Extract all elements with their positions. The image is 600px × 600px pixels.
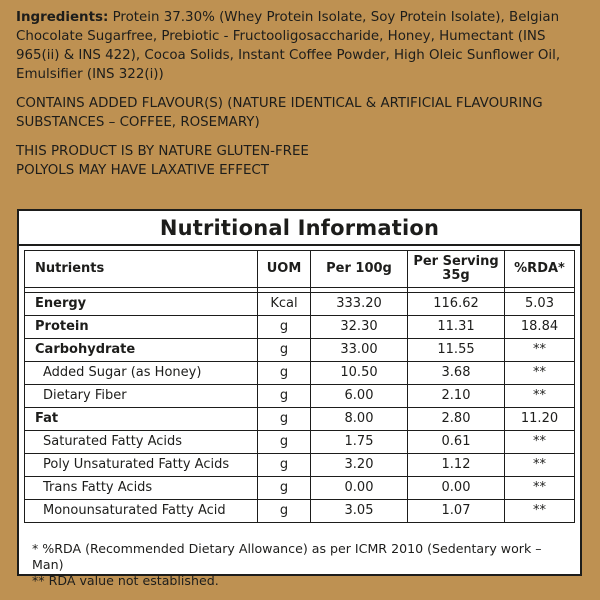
row-name: Carbohydrate	[25, 339, 258, 362]
row-rda: **	[505, 454, 575, 477]
header-per-serving-line2: 35g	[442, 268, 470, 283]
row-rda: 11.20	[505, 408, 575, 431]
row-serving: 3.68	[408, 362, 505, 385]
label-text-block	[16, 8, 586, 190]
table-row	[25, 500, 575, 523]
row-rda: **	[505, 362, 575, 385]
footnotes	[32, 541, 572, 589]
row-serving: 11.31	[408, 316, 505, 339]
row-uom: g	[258, 408, 311, 431]
row-rda: **	[505, 431, 575, 454]
row-serving: 1.12	[408, 454, 505, 477]
row-per100: 3.20	[311, 454, 408, 477]
ingredients-text: Protein 37.30% (Whey Protein Isolate, Soy Protein Isolate), Belgian Chocolate Sugarfree, Prebiotic - Fructooligosaccharide, Honey, Humectant (INS 965(ii) & INS 422), Cocoa Solids, Instant Coffee Powder, High Oleic Sunflower Oil, Emulsifier (INS 322(i))	[16, 10, 561, 82]
row-uom: g	[258, 454, 311, 477]
row-name: Trans Fatty Acids	[25, 477, 258, 500]
table-row	[25, 339, 575, 362]
table-row	[25, 362, 575, 385]
table-row	[25, 293, 575, 316]
row-serving: 0.00	[408, 477, 505, 500]
row-per100: 32.30	[311, 316, 408, 339]
row-per100: 3.05	[311, 500, 408, 523]
row-serving: 2.80	[408, 408, 505, 431]
row-name: Monounsaturated Fatty Acid	[25, 500, 258, 523]
row-name: Added Sugar (as Honey)	[25, 362, 258, 385]
ingredients-label: Ingredients:	[16, 10, 109, 25]
row-name: Saturated Fatty Acids	[25, 431, 258, 454]
nutrition-panel	[17, 209, 582, 588]
footnote-not-established: ** RDA value not established.	[32, 573, 219, 588]
header-per-serving	[408, 251, 505, 288]
row-name: Poly Unsaturated Fatty Acids	[25, 454, 258, 477]
nutrition-table	[24, 250, 575, 523]
row-rda: **	[505, 385, 575, 408]
table-header-row	[25, 251, 575, 288]
row-per100: 10.50	[311, 362, 408, 385]
row-uom: g	[258, 431, 311, 454]
table-row	[25, 316, 575, 339]
row-uom: g	[258, 339, 311, 362]
row-name: Fat	[25, 408, 258, 431]
row-uom: g	[258, 500, 311, 523]
row-per100: 1.75	[311, 431, 408, 454]
header-rda: %RDA*	[505, 251, 575, 288]
gluten-note: THIS PRODUCT IS BY NATURE GLUTEN-FREE	[16, 144, 309, 159]
row-uom: g	[258, 362, 311, 385]
nutrition-title: Nutritional Information	[19, 211, 580, 246]
row-per100: 6.00	[311, 385, 408, 408]
row-serving: 1.07	[408, 500, 505, 523]
row-per100: 8.00	[311, 408, 408, 431]
row-uom: g	[258, 316, 311, 339]
header-nutrients: Nutrients	[25, 251, 258, 288]
row-uom: Kcal	[258, 293, 311, 316]
row-rda: **	[505, 500, 575, 523]
row-name: Protein	[25, 316, 258, 339]
row-serving: 116.62	[408, 293, 505, 316]
row-per100: 0.00	[311, 477, 408, 500]
row-rda: **	[505, 339, 575, 362]
header-uom: UOM	[258, 251, 311, 288]
row-rda: 18.84	[505, 316, 575, 339]
row-uom: g	[258, 385, 311, 408]
row-serving: 11.55	[408, 339, 505, 362]
table-row	[25, 408, 575, 431]
row-name: Dietary Fiber	[25, 385, 258, 408]
row-serving: 0.61	[408, 431, 505, 454]
row-serving: 2.10	[408, 385, 505, 408]
row-rda: **	[505, 477, 575, 500]
footnote-rda: * %RDA (Recommended Dietary Allowance) as per ICMR 2010 (Sedentary work – Man)	[32, 541, 542, 572]
table-row	[25, 385, 575, 408]
table-row	[25, 431, 575, 454]
polyol-note: POLYOLS MAY HAVE LAXATIVE EFFECT	[16, 163, 269, 178]
row-uom: g	[258, 477, 311, 500]
header-per-serving-line1: Per Serving	[413, 254, 499, 269]
table-row	[25, 454, 575, 477]
row-rda: 5.03	[505, 293, 575, 316]
table-row	[25, 477, 575, 500]
row-per100: 33.00	[311, 339, 408, 362]
header-per100: Per 100g	[311, 251, 408, 288]
row-name: Energy	[25, 293, 258, 316]
ingredients-paragraph	[16, 8, 586, 84]
flavour-note: CONTAINS ADDED FLAVOUR(S) (NATURE IDENTICAL & ARTIFICIAL FLAVOURING SUBSTANCES – COFFEE, ROSEMARY)	[16, 96, 543, 130]
row-per100: 333.20	[311, 293, 408, 316]
